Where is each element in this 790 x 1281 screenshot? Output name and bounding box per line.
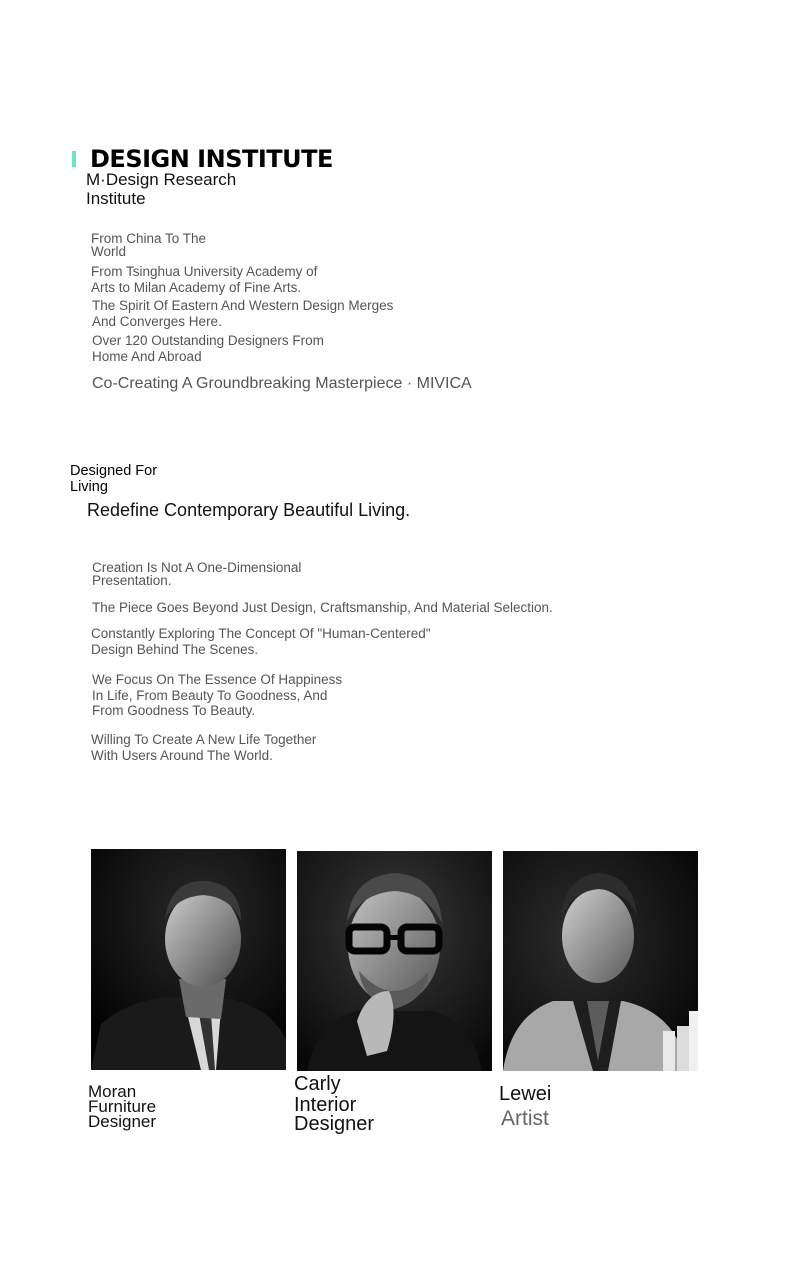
member-caption: [88, 1084, 188, 1129]
philosophy-paragraph: The Piece Goes Beyond Just Design, Craftsmanship, And Material Selection.: [92, 600, 553, 615]
intro-paragraph: The Spirit Of Eastern And Western Design Merges And Converges Here.: [92, 298, 394, 329]
philosophy-paragraph: Constantly Exploring The Concept Of "Human-Centered" Design Behind The Scenes.: [91, 626, 431, 657]
member-role: Furniture Designer: [88, 1097, 157, 1131]
member-name: Moran: [88, 1082, 137, 1101]
portrait-photo-moran: [91, 849, 286, 1070]
intro-paragraph: From China To The World: [91, 231, 207, 259]
page-title: DESIGN INSTITUTE: [90, 145, 333, 173]
institute-subtitle: M·Design Research Institute: [86, 170, 237, 208]
member-caption: [499, 1082, 599, 1132]
portrait-photo-lewei: [503, 851, 698, 1071]
section-headline: Redefine Contemporary Beautiful Living.: [87, 500, 411, 520]
philosophy-paragraph: Creation Is Not A One-Dimensional Presentation.: [92, 560, 302, 588]
intro-paragraph: Over 120 Outstanding Designers From Home And Abroad: [92, 333, 324, 364]
member-name: Lewei: [499, 1083, 552, 1105]
section-title: Designed For Living: [70, 463, 158, 495]
philosophy-paragraph: We Focus On The Essence Of Happiness In Life, From Beauty To Goodness, And From Goodness To Beauty.: [92, 672, 343, 718]
accent-bar: [72, 151, 76, 167]
lead-statement: Co-Creating A Groundbreaking Masterpiece · MIVICA: [92, 375, 472, 392]
member-role: Interior Designer: [294, 1094, 375, 1135]
member-caption: [294, 1075, 404, 1134]
member-name: Carly: [294, 1073, 341, 1095]
portrait-photo-carly: [297, 851, 492, 1071]
philosophy-paragraph: Willing To Create A New Life Together With Users Around The World.: [91, 732, 317, 763]
member-role: Artist: [501, 1107, 549, 1130]
intro-paragraph: From Tsinghua University Academy of Arts to Milan Academy of Fine Arts.: [91, 264, 318, 295]
